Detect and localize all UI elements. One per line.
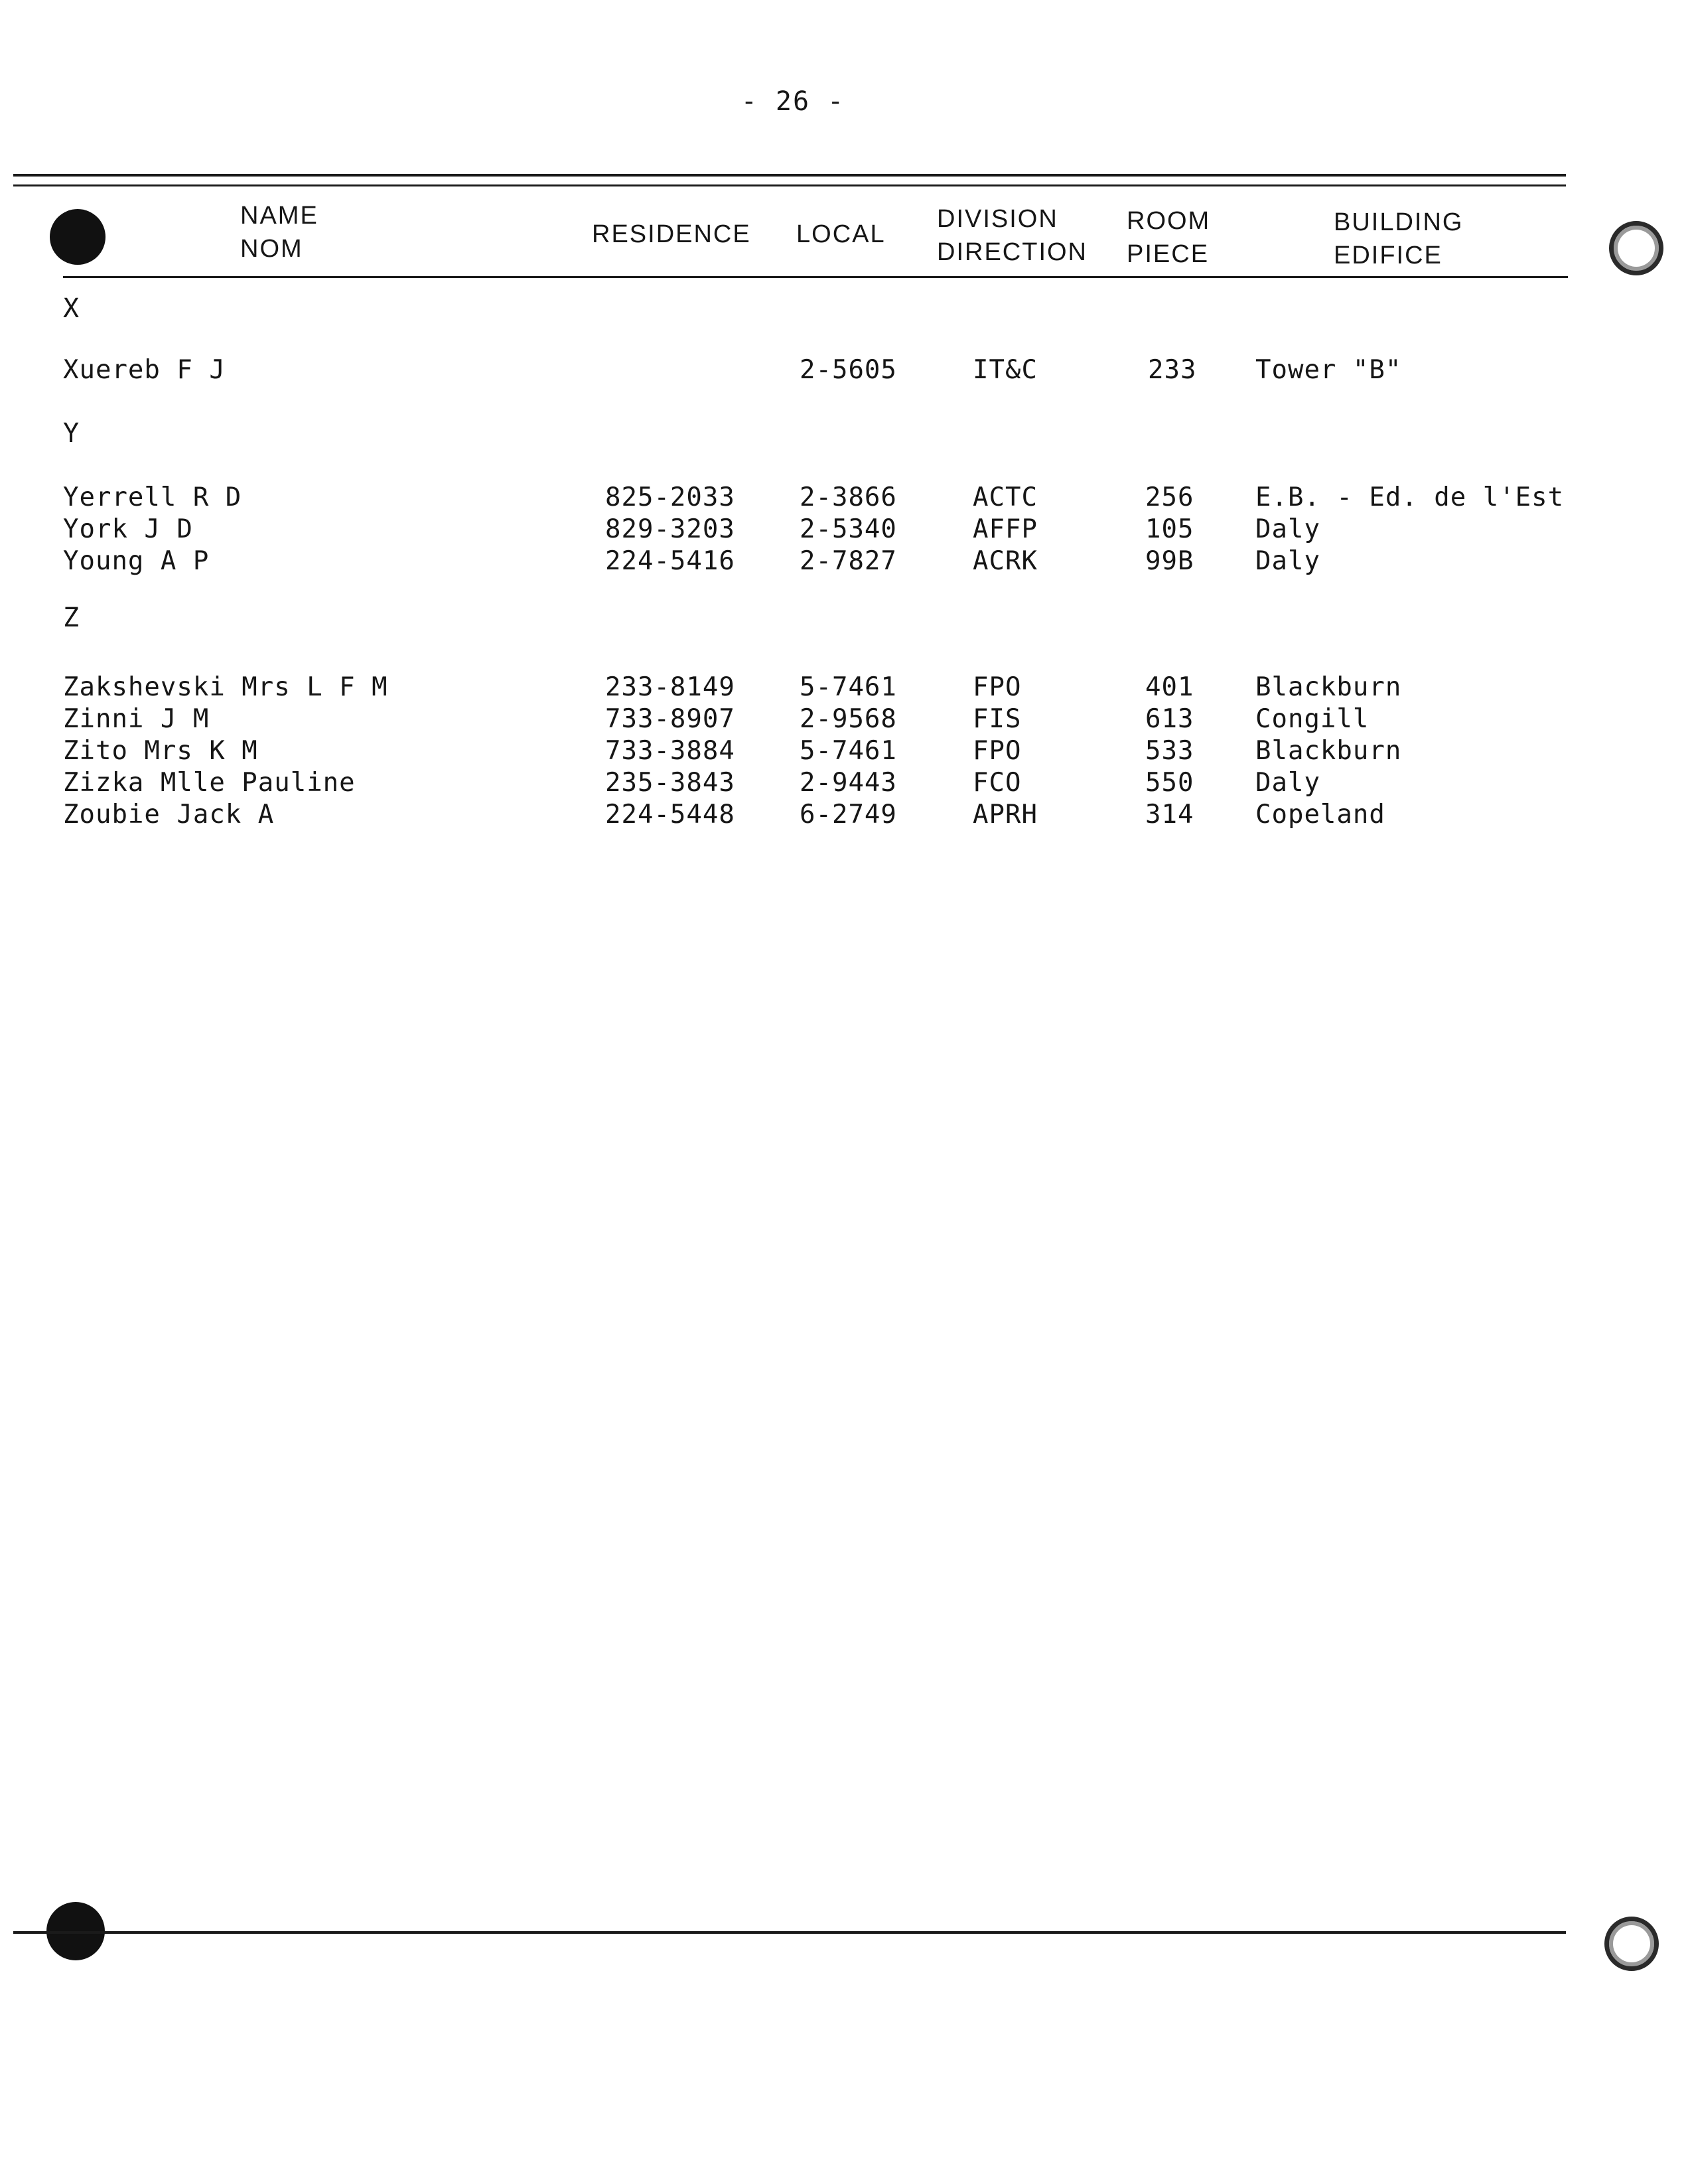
header-residence: RESIDENCE (592, 220, 751, 248)
entry-name: Zizka Mlle Pauline (63, 768, 356, 798)
header-room: ROOM PIECE (1127, 207, 1211, 268)
entry-residence: 733-3884 (605, 736, 735, 766)
header-building: BUILDING EDIFICE (1334, 208, 1464, 269)
header-rule (63, 276, 1568, 278)
entry-name: Zakshevski Mrs L F M (63, 672, 388, 702)
entry-residence: 233-8149 (605, 672, 735, 702)
top-rule-lower (13, 184, 1566, 186)
entry-building: Daly (1255, 546, 1320, 576)
entry-building: Copeland (1255, 800, 1385, 830)
entry-building: Daly (1255, 514, 1320, 544)
entry-room: 613 (1145, 704, 1194, 734)
entry-division: FPO (973, 672, 1022, 702)
entry-local: 2-5605 (800, 355, 897, 385)
entry-room: 401 (1145, 672, 1194, 702)
entry-room: 233 (1148, 355, 1197, 385)
entry-local: 2-9568 (800, 704, 897, 734)
entry-local: 2-7827 (800, 546, 897, 576)
entry-room: 105 (1145, 514, 1194, 544)
entry-division: ACTC (973, 482, 1038, 512)
entry-building: Tower "B" (1255, 355, 1402, 385)
bottom-rule (13, 1931, 1566, 1934)
entry-name: Zinni J M (63, 704, 210, 734)
entry-building: Blackburn (1255, 672, 1402, 702)
entry-residence: 235-3843 (605, 768, 735, 798)
entry-building: Daly (1255, 768, 1320, 798)
entry-division: APRH (973, 800, 1038, 830)
entry-building: Congill (1255, 704, 1370, 734)
entry-residence: 829-3203 (605, 514, 735, 544)
entry-residence: 733-8907 (605, 704, 735, 734)
entry-division: FIS (973, 704, 1022, 734)
entry-name: Yerrell R D (63, 482, 242, 512)
entry-building: Blackburn (1255, 736, 1402, 766)
entry-room: 256 (1145, 482, 1194, 512)
entry-residence: 224-5448 (605, 800, 735, 830)
entry-local: 2-3866 (800, 482, 897, 512)
section-letter-x: X (63, 293, 80, 324)
entry-name: Xuereb F J (63, 355, 226, 385)
punch-hole-top-left (50, 209, 106, 265)
entry-division: FPO (973, 736, 1022, 766)
section-letter-z: Z (63, 603, 80, 633)
entry-residence: 825-2033 (605, 482, 735, 512)
entry-name: York J D (63, 514, 193, 544)
entry-name: Zito Mrs K M (63, 736, 258, 766)
header-name: NAME NOM (240, 202, 318, 263)
entry-residence: 224-5416 (605, 546, 735, 576)
punch-hole-top-right (1609, 221, 1663, 275)
entry-room: 314 (1145, 800, 1194, 830)
entry-room: 533 (1145, 736, 1194, 766)
entry-local: 5-7461 (800, 736, 897, 766)
header-division: DIVISION DIRECTION (937, 205, 1088, 266)
entry-division: AFFP (973, 514, 1038, 544)
header-local: LOCAL (796, 220, 886, 248)
page-number: - 26 - (740, 86, 845, 117)
entry-name: Young A P (63, 546, 210, 576)
entry-division: IT&C (973, 355, 1038, 385)
punch-hole-bottom-right (1604, 1917, 1659, 1971)
entry-room: 99B (1145, 546, 1194, 576)
entry-division: ACRK (973, 546, 1038, 576)
entry-local: 6-2749 (800, 800, 897, 830)
entry-local: 2-9443 (800, 768, 897, 798)
entry-division: FCO (973, 768, 1022, 798)
entry-room: 550 (1145, 768, 1194, 798)
entry-building: E.B. - Ed. de l'Est (1255, 482, 1565, 512)
section-letter-y: Y (63, 418, 80, 449)
top-rule-upper (13, 174, 1566, 177)
entry-name: Zoubie Jack A (63, 800, 275, 830)
entry-local: 2-5340 (800, 514, 897, 544)
entry-local: 5-7461 (800, 672, 897, 702)
